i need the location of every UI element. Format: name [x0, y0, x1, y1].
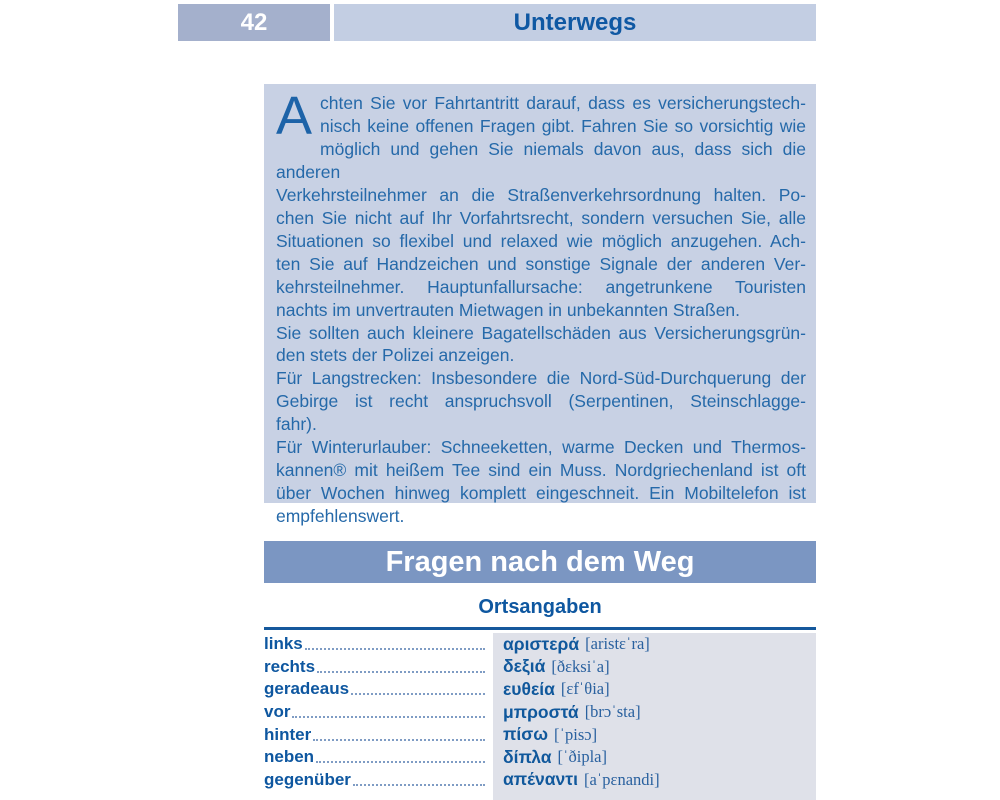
vocab-table — [264, 633, 816, 800]
greek-term: αριστερά — [503, 633, 580, 654]
greek-term: ευθεία — [503, 678, 555, 699]
vocab-row — [264, 723, 816, 746]
section-banner: Fragen nach dem Weg — [264, 541, 816, 583]
text-line: nachts im unvertrauten Mietwagen in unbekannten Straßen. — [276, 299, 741, 320]
phonetic-transcription: [ɛfˈθia] — [560, 679, 610, 699]
text-line: den stets der Polizei anzeigen. — [276, 345, 515, 366]
text-line: kehrsteilnehmer. Hauptunfallursache: angetrunkene Touristen — [276, 276, 806, 297]
vocab-row — [264, 769, 816, 792]
dotted-leader — [353, 784, 485, 786]
text-line: möglich und gehen Sie niemals davon aus, dass sich die anderen — [276, 138, 806, 182]
vocab-row — [264, 656, 816, 679]
german-term: vor — [264, 702, 291, 722]
greek-term: δίπλα — [503, 746, 552, 767]
text-line: über Wochen hinweg komplett eingeschneit. Ein Mobiltelefon ist — [276, 483, 806, 504]
phonetic-transcription: [brɔˈsta] — [584, 702, 641, 722]
text-line: ten Sie auf Handzeichen und sonstige Signale der anderen Ver- — [276, 253, 806, 274]
dotted-leader — [317, 671, 485, 673]
german-term: links — [264, 634, 303, 654]
dotted-leader — [305, 648, 485, 650]
text-line: kannen® mit heißem Tee sind ein Muss. Nordgriechenland ist oft — [276, 460, 806, 481]
text-line: chen Sie nicht auf Ihr Vorfahrtsrecht, sondern versuchen Sie, alle — [276, 207, 806, 228]
greek-term: δεξιά — [503, 656, 546, 677]
subsection-rule — [264, 627, 816, 630]
vocab-row — [264, 678, 816, 701]
german-term: hinter — [264, 724, 312, 744]
vocab-row — [264, 746, 816, 769]
phonetic-transcription: [aristɛˈra] — [585, 634, 650, 654]
text-line: Für Langstrecken: Insbesondere die Nord-Süd-Durchquerung der — [276, 368, 806, 389]
text-line: chten Sie vor Fahrtantritt darauf, dass es versicherungstech- — [320, 93, 806, 113]
greek-term: μπροστά — [503, 701, 579, 722]
text-line: Situationen so flexibel und relaxed wie möglich anzugehen. Ach- — [276, 230, 806, 251]
subsection-title: Ortsangaben — [478, 596, 602, 618]
drop-cap: A — [276, 86, 313, 146]
phonetic-transcription: [aˈpɛnandi] — [583, 769, 660, 789]
german-term: rechts — [264, 656, 316, 676]
page-number: 42 — [178, 4, 330, 41]
text-line: Sie sollten auch kleinere Bagatellschäden aus Versicherungsgrün- — [276, 322, 806, 343]
german-term: neben — [264, 747, 315, 767]
dotted-leader — [313, 739, 485, 741]
intro-text-block — [264, 84, 816, 527]
greek-term: πίσω — [503, 724, 549, 745]
text-line: empfehlenswert. — [276, 506, 405, 527]
dotted-leader — [351, 693, 485, 695]
dotted-leader — [292, 716, 485, 718]
german-term: geradeaus — [264, 679, 350, 699]
text-line: fahr). — [276, 414, 317, 435]
text-line: nisch keine offenen Fragen gibt. Fahren Sie so vorsichtig wie — [320, 115, 806, 136]
phonetic-transcription: [ˈpisɔ] — [554, 724, 598, 744]
phonetic-transcription: [ðɛksiˈa] — [551, 656, 610, 676]
dotted-leader — [316, 761, 485, 763]
greek-term: απέναντι — [503, 769, 578, 790]
vocab-row — [264, 701, 816, 724]
chapter-title: Unterwegs — [334, 4, 816, 41]
german-term: gegenüber — [264, 769, 351, 789]
text-line: Für Winterurlauber: Schneeketten, warme Decken und Thermos- — [276, 437, 806, 458]
text-line: Gebirge ist recht anspruchsvoll (Serpentinen, Steinschlagge- — [276, 391, 806, 412]
table-background-tail — [264, 791, 816, 800]
phonetic-transcription: [ˈðipla] — [557, 747, 607, 767]
vocab-row — [264, 633, 816, 656]
text-line: Verkehrsteilnehmer an die Straßenverkehrsordnung halten. Po- — [276, 184, 806, 205]
